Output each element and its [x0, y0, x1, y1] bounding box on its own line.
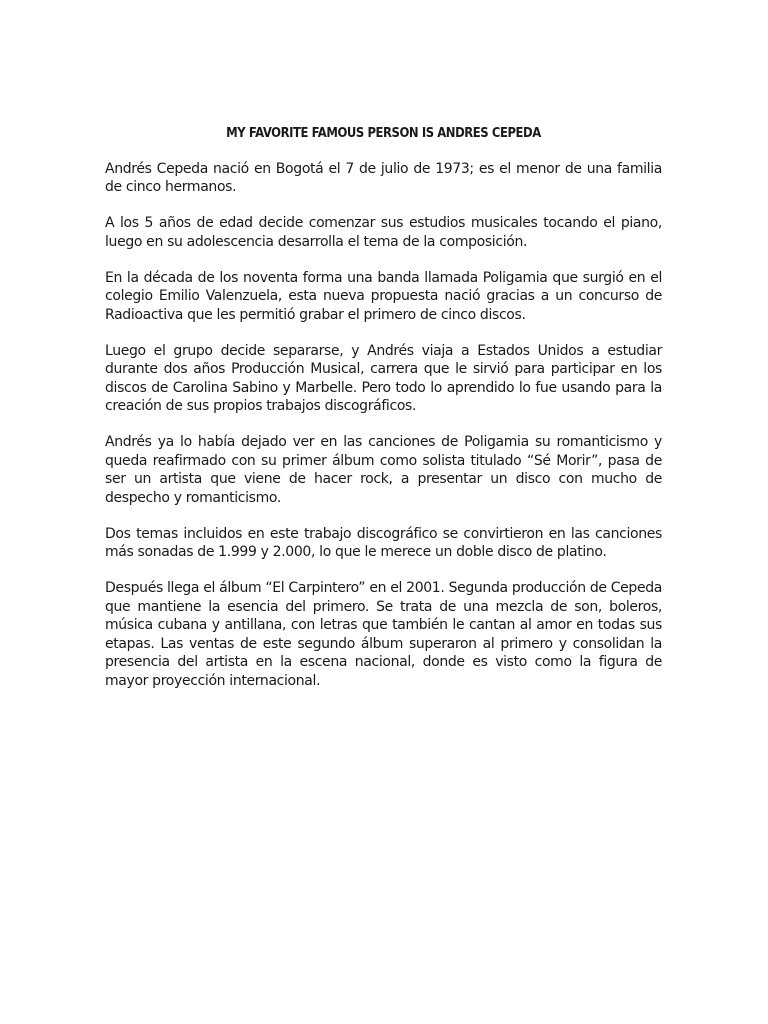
paragraph-poligamia: En la década de los noventa forma una banda llamada Poligamia que surgió en el colegio Emilio Valenzuela, esta nueva propuesta nació gracias a un concurso de Radioactiva que les permitió grabar el primero de cinco discos. [105, 269, 662, 323]
paragraph-music-studies: A los 5 años de edad decide comenzar sus estudios musicales tocando el piano, luego en su adolescencia desarrolla el tema de la composición. [105, 215, 662, 250]
paragraph-el-carpintero: Después llega el álbum “El Carpintero” en el 2001. Segunda producción de Cepeda que mantiene la esencia del primero. Se trata de una mezcla de son, boleros, música cubana y antillana, con letras que también le cantan al amor en todas sus etapas. Las ventas de este segundo álbum superaron al primero y consolidan la presencia del artista en la escena nacional, donde es visto como la figura de mayor proyección internacional. [105, 580, 662, 689]
paragraph-platinum: Dos temas incluidos en este trabajo discográfico se convirtieron en las canciones más sonadas de 1.999 y 2.000, lo que le merece un doble disco de platino. [105, 525, 662, 560]
paragraph-birth: Andrés Cepeda nació en Bogotá el 7 de julio de 1973; es el menor de una familia de cinco hermanos. [105, 160, 662, 195]
document-title: MY FAVORITE FAMOUS PERSON IS ANDRES CEPEDA [226, 125, 541, 141]
paragraph-us-studies: Luego el grupo decide separarse, y Andrés viaja a Estados Unidos a estudiar durante dos años Producción Musical, carrera que le sirvió para participar en los discos de Carolina Sabino y Marbelle. Pero todo lo aprendido lo fue usando para la creación de sus propios trabajos discográficos. [105, 342, 662, 414]
paragraph-first-album: Andrés ya lo había dejado ver en las canciones de Poligamia su romanticismo y queda reafirmado con su primer álbum como solista titulado “Sé Morir”, pasa de ser un artista que viene de hacer rock, a presentar un disco con mucho de despecho y romanticismo. [105, 434, 662, 506]
document-page [105, 124, 662, 708]
